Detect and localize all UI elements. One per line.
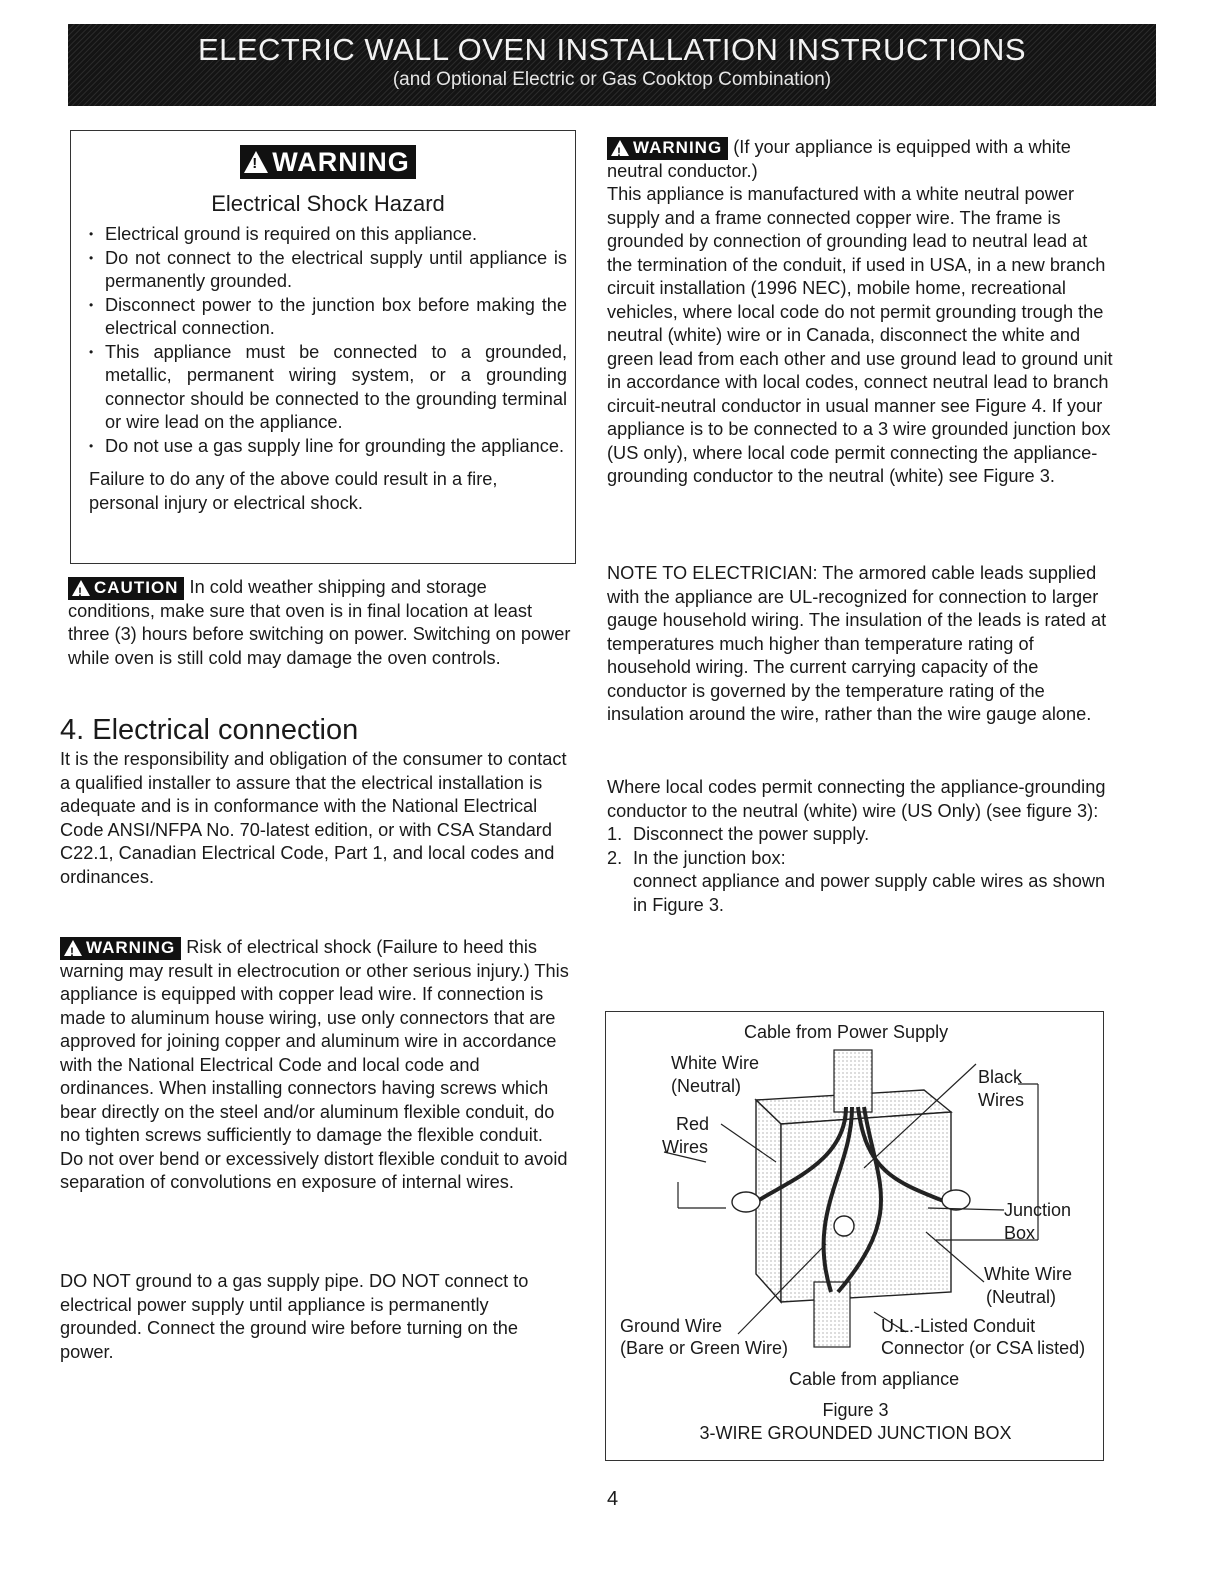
figure-caption: 3-WIRE GROUNDED JUNCTION BOX [699, 1423, 1012, 1443]
page-number: 4 [606, 1488, 619, 1510]
step-item: 1. Disconnect the power supply. [607, 824, 870, 844]
section-heading: 4. Electrical connection [60, 714, 359, 746]
hazard-title: Electrical Shock Hazard [211, 191, 445, 216]
neutral-conductor-warning [607, 136, 1117, 489]
caution-paragraph [68, 576, 578, 670]
hazard-list [89, 223, 567, 458]
aluminum-warning-text: Risk of electrical shock (Failure to heed this warning may result in electrocution or other serious injury.) This appliance is equipped with copper lead wire. If connection is made to aluminum house wiring, use only connectors that are approved for joining copper and aluminum wire in accordance with the National Electrical Code and local code and ordinances. When installing connectors having screws which bear directly on the steel and/or aluminum flexible conduit, do no tighten screws sufficiently to damage the flexible conduit. Do not over bend or excessively distort flexible conduit to avoid separation of convolutions en exposure of internal wires. [60, 937, 569, 1193]
neutral-conductor-body: This appliance is manufactured with a white neutral power supply and a frame connected copper wire. The frame is grounded by connection of grounding lead to neutral lead at the termination of the conduit, if used in USA, in a new branch circuit installation (1996 NEC), mobile home, recreational vehicles, where local code do not permit grounding trough the neutral (white) wire or in Canada, disconnect the white and green lead from each other and use ground lead to ground unit in accordance with local codes, connect neutral lead to branch circuit-neutral conductor in usual manner see Figure 4. If your appliance is to be connected to a 3 wire grounded junction box (US only), where local code permit connecting the appliance-grounding conductor to the neutral (white) see Figure 3. [607, 184, 1113, 487]
shock-hazard-warning-box [70, 130, 576, 564]
neutral-label: (Neutral) [986, 1287, 1057, 1307]
electrical-connection-body: It is the responsibility and obligation of the consumer to contact a qualified installer to assure that the electrical installation is adequate and is in conformance with the National Electrical Code ANSI/NFPA No. 70-latest edition, or with CSA Standard C22.1, Canadian Electrical Code, Part 1, and local codes and ordinances. [60, 749, 567, 887]
warning-triangle-icon [244, 151, 268, 173]
aluminum-wiring-warning [60, 936, 570, 1195]
ground-instruction: DO NOT ground to a gas supply pipe. DO NOT connect to electrical power supply until appliance is permanently grounded. Connect the ground wire before turning on the power. [60, 1271, 529, 1362]
black-wires-label: Wires [978, 1090, 1024, 1110]
warning-triangle-icon [64, 940, 82, 956]
local-codes-steps [607, 776, 1117, 917]
ul-conduit-label: U.L.-Listed Conduit [881, 1316, 1036, 1336]
red-label: Red [676, 1114, 710, 1134]
hazard-item: • Do not connect to the electrical supply until appliance is permanently grounded. [89, 247, 567, 294]
neutral-label: (Neutral) [671, 1076, 742, 1096]
figure-3-box [605, 1011, 1104, 1461]
cable-appliance-label: Cable from appliance [789, 1369, 960, 1389]
hazard-item: • Do not use a gas supply line for grounding the appliance. [89, 435, 567, 459]
connector-label: Connector (or CSA listed) [881, 1338, 1086, 1358]
wire-nut [942, 1190, 970, 1210]
ground-wire-label: Ground Wire [620, 1316, 723, 1336]
step-item: 2. In the junction box: [607, 847, 786, 868]
red-wires-label: Wires [662, 1137, 708, 1157]
white-wire-label: White Wire [671, 1053, 760, 1073]
figure-number: Figure 3 [822, 1400, 889, 1420]
caution-label: ! CAUTION [68, 577, 184, 600]
step-2-detail: connect appliance and power supply cable wires as shown in Figure 3. [633, 871, 1106, 915]
ground-screw [834, 1216, 854, 1236]
hazard-item: • This appliance must be connected to a grounded, metallic, permanent wiring system, or a grounding connector should be connected to the grounding terminal or wire lead on the appliance. [89, 341, 567, 435]
note-to-electrician: NOTE TO ELECTRICIAN: The armored cable leads supplied with the appliance are UL-recognized for connection to larger gauge household wiring. The insulation of the leads is rated at temperatures much higher than temperature rating of household wiring. The current carrying capacity of the conductor is governed by the temperature rating of the insulation around the wire, rather than the wire gauge alone. [607, 563, 1107, 724]
white-wire-label: White Wire [984, 1264, 1073, 1284]
box-label: Box [1004, 1223, 1036, 1243]
steps-list [607, 823, 1117, 870]
warning-triangle-icon [611, 140, 629, 156]
bare-green-label: (Bare or Green Wire) [620, 1338, 789, 1358]
hazard-item: • Electrical ground is required on this appliance. [89, 223, 567, 247]
header-banner [68, 24, 1156, 106]
document-subtitle: (and Optional Electric or Gas Cooktop Combination) [392, 69, 832, 90]
caution-triangle-icon [72, 580, 90, 596]
black-label: Black [978, 1067, 1023, 1087]
warning-label: ! WARNING [60, 937, 181, 960]
warning-label: ! WARNING [240, 145, 416, 179]
wire-nut [732, 1192, 760, 1212]
hazard-failure-note: Failure to do any of the above could result in a fire, personal injury or electrical shock. [89, 469, 498, 513]
local-codes-intro: Where local codes permit connecting the appliance-grounding conductor to the neutral (white) wire (US Only) (see figure 3): [607, 777, 1106, 821]
document-title: ELECTRIC WALL OVEN INSTALLATION INSTRUCTIONS [197, 32, 1027, 67]
junction-label: Junction [1004, 1200, 1072, 1220]
cable-power-label: Cable from Power Supply [744, 1022, 949, 1042]
lower-conduit [814, 1282, 850, 1347]
hazard-item: • Disconnect power to the junction box before making the electrical connection. [89, 294, 567, 341]
warning-intro: (If your appliance is equipped with a white neutral conductor.) [607, 137, 1071, 181]
caution-text: In cold weather shipping and storage conditions, make sure that oven is in final location at least three (3) hours before switching on power. Switching on power while oven is still cold may damage the oven controls. [68, 577, 571, 668]
upper-conduit [834, 1050, 872, 1112]
warning-label: ! WARNING [607, 137, 728, 160]
